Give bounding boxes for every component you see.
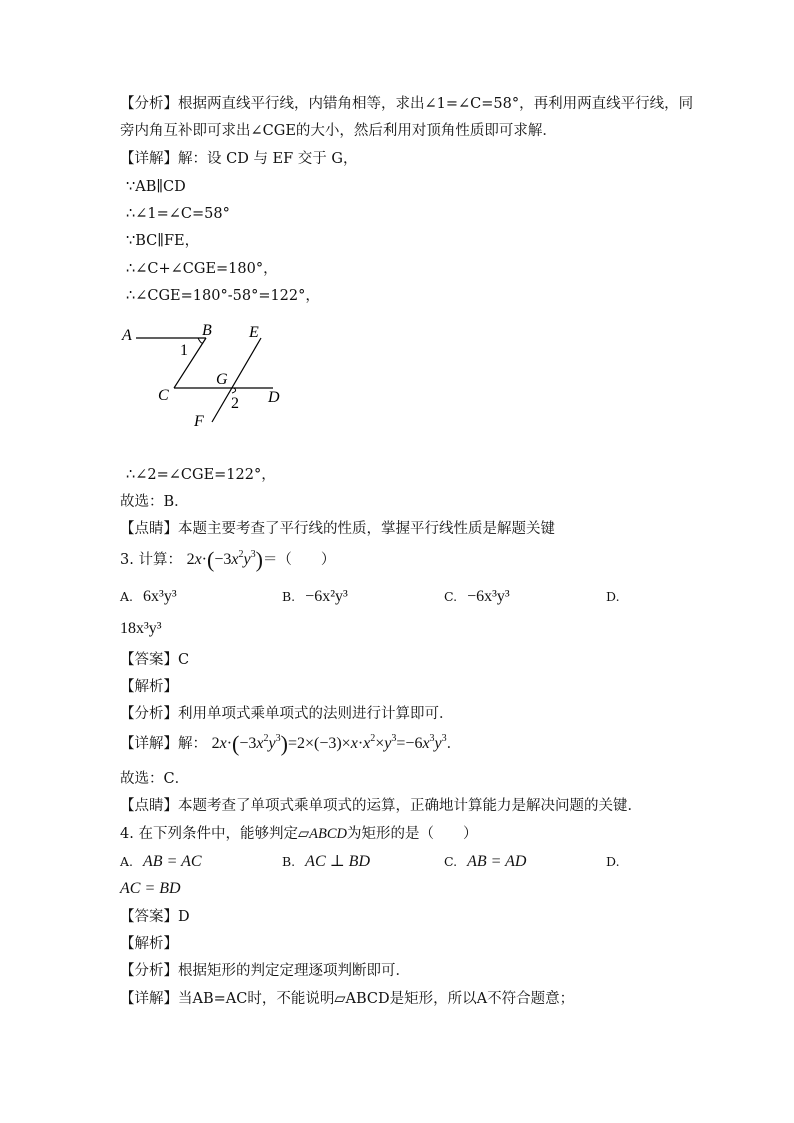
option-d-label[interactable]: D.	[606, 589, 620, 604]
q4-analysis-line	[120, 962, 410, 980]
comment-line	[120, 520, 555, 538]
option-d[interactable]	[120, 620, 162, 638]
analysis-text: 根据矩形的判定定理逐项判断即可．	[178, 963, 410, 979]
analysis-tag: 【分析】	[120, 706, 178, 722]
q4-jiexi-line: 【解析】	[120, 936, 178, 952]
question-4-stem	[120, 825, 477, 843]
question-number: 4.	[120, 826, 134, 842]
choice-line: 故选：B．	[120, 494, 189, 510]
step-4: ∴∠C+∠CGE=180°，	[126, 261, 278, 277]
q4-option-c-text: AB = AD	[467, 853, 527, 870]
option-d-text: 18x³y³	[120, 620, 162, 637]
detail-tag: 【详解】	[120, 736, 178, 752]
label-1: 1	[180, 342, 188, 359]
q4-option-b[interactable]: B. AC ⊥ BD	[282, 853, 370, 870]
analysis-text: 利用单项式乘单项式的法则进行计算即可．	[178, 706, 454, 722]
step-2: ∴∠1=∠C=58°	[126, 206, 230, 222]
option-c-text: −6x³y³	[467, 588, 510, 605]
q4-detail-line	[120, 990, 574, 1008]
label-a: A	[122, 327, 132, 344]
comment-text: 本题主要考查了平行线的性质，掌握平行线性质是解题关键	[178, 521, 555, 537]
analysis-tag: 【分析】	[120, 963, 178, 979]
comment-tag: 【点睛】	[120, 798, 178, 814]
step-5: ∴∠CGE=180°-58°=122°，	[126, 288, 320, 304]
detail-text: 当AB=AC时，不能说明▱ABCD是矩形，所以A不符合题意；	[178, 991, 575, 1007]
option-c[interactable]: C. −6x³y³	[444, 588, 510, 605]
label-d: D	[268, 389, 280, 406]
comment-text: 本题考查了单项式乘单项式的运算，正确地计算能力是解决问题的关键．	[178, 798, 642, 814]
jiexi-line: 【解析】	[120, 679, 178, 695]
label-c: C	[158, 387, 169, 404]
question-stem-pre: 在下列条件中，能够判定	[138, 826, 298, 842]
q4-option-d-text: AC = BD	[120, 880, 181, 897]
angle-2-arc	[232, 388, 236, 393]
q4-answer-line: 【答案】D	[120, 909, 190, 925]
option-b-text: −6x²y³	[305, 588, 348, 605]
shape-name: ABCD	[309, 826, 347, 842]
label-g: G	[216, 371, 228, 388]
detail-text: 解：设 CD 与 EF 交于 G，	[178, 151, 358, 167]
analysis-line	[120, 705, 454, 723]
detail-line: 【详解】解： $2x\cdot(-3x^2y^3)=2\times(-3)\times x\cdot x^2\times y^3=-6x^3y^3$．	[120, 731, 462, 756]
detail-tag: 【详解】	[120, 151, 178, 167]
option-a-text: 6x³y³	[143, 588, 177, 605]
answer-paren: ＝（ ）	[262, 552, 336, 568]
step-1: ∵AB∥CD	[126, 179, 186, 195]
analysis-tag: 【分析】	[120, 96, 178, 112]
question-stem: 计算：	[138, 552, 182, 568]
analysis-line-2	[120, 122, 557, 140]
question-3-stem	[120, 547, 336, 572]
option-b[interactable]: B. −6x²y³	[282, 588, 348, 605]
detail-line-1	[120, 150, 358, 168]
analysis-text-2: 旁内角互补即可求出∠CGE的大小，然后利用对顶角性质即可求解．	[120, 123, 557, 139]
question-stem-post: 为矩形的是（ ）	[346, 826, 478, 842]
label-2: 2	[231, 395, 239, 412]
parallel-lines-figure	[118, 318, 318, 433]
detail-tag: 【详解】	[120, 991, 178, 1007]
detail-prefix: 解：	[178, 736, 207, 752]
q4-option-a[interactable]: A. AB = AC	[120, 853, 202, 870]
step-3: ∵BC∥FE，	[126, 233, 200, 249]
analysis-line-1	[120, 95, 693, 113]
answer-line: 【答案】C	[120, 652, 190, 668]
choice-line-3: 故选：C．	[120, 771, 190, 787]
parallelogram-symbol: ▱	[297, 826, 310, 842]
q4-option-c[interactable]: C. AB = AD	[444, 853, 527, 870]
q4-option-d-label[interactable]: D.	[606, 854, 620, 869]
option-a[interactable]: A. 6x³y³	[120, 588, 177, 605]
label-e: E	[249, 324, 259, 341]
label-b: B	[202, 322, 212, 339]
question-number: 3.	[120, 552, 134, 568]
q4-option-b-text: AC ⊥ BD	[305, 853, 370, 870]
q4-option-d[interactable]	[120, 880, 181, 898]
q4-option-a-text: AB = AC	[143, 853, 202, 870]
conclusion-step: ∴∠2=∠CGE=122°，	[126, 467, 276, 483]
label-f: F	[194, 413, 204, 430]
comment-tag: 【点睛】	[120, 521, 178, 537]
comment-line-3	[120, 797, 642, 815]
expression: $2x\cdot(-3x^2y^3)$	[186, 547, 263, 572]
segment-bc	[174, 338, 206, 388]
detail-expression: $2x\cdot(-3x^2y^3)=2\times(-3)\times x\cdot x^2\times y^3=-6x^3y^3$	[211, 731, 447, 756]
analysis-text-1: 根据两直线平行线，内错角相等，求出∠1=∠C=58°，再利用两直线平行线，同	[178, 96, 694, 112]
